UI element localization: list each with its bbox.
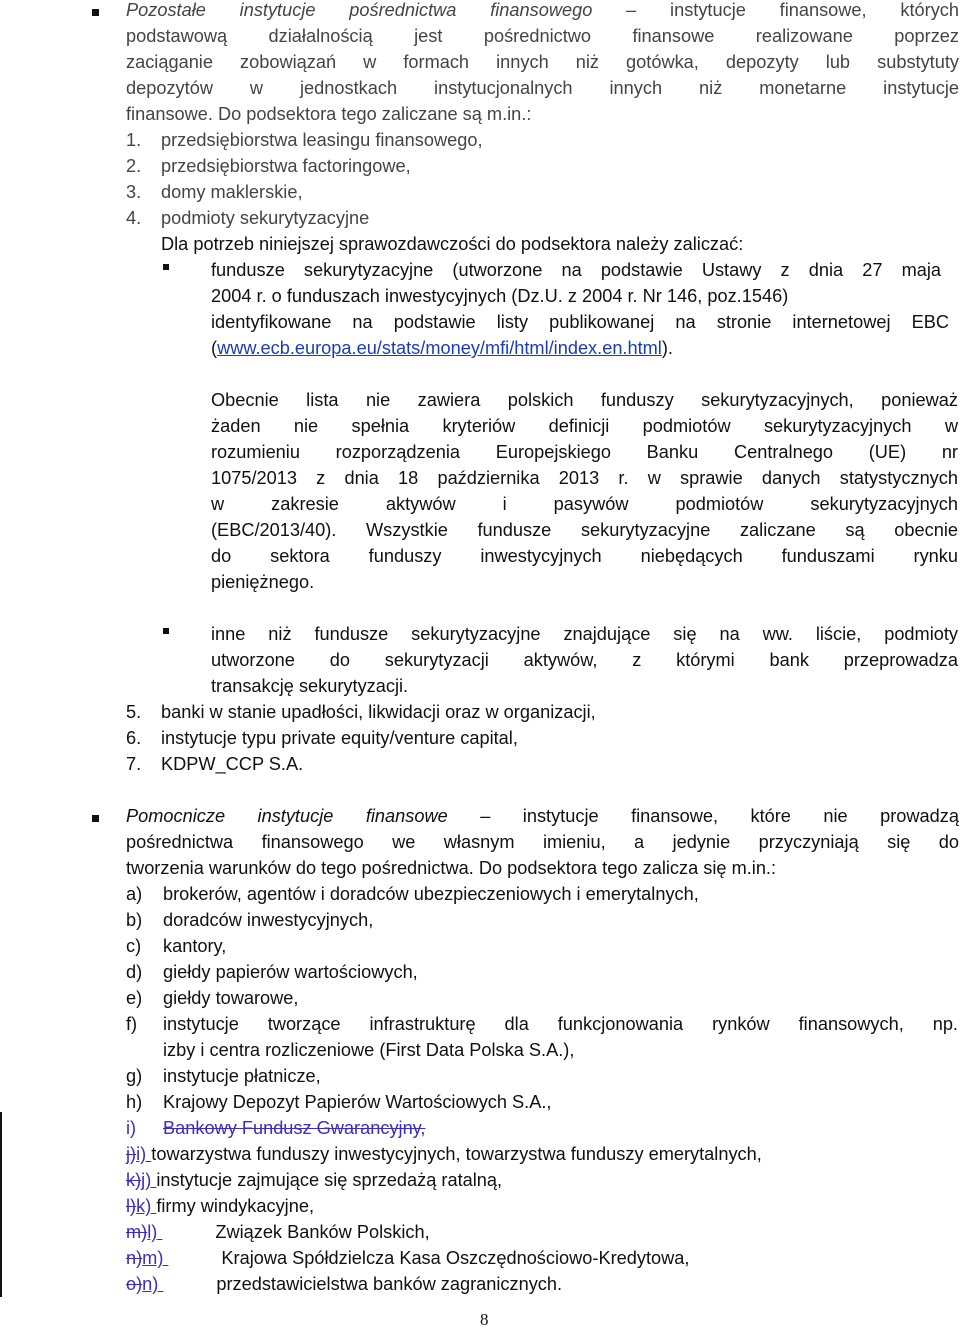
sec1-title: Pozostałe instytucje pośrednictwa finansowego bbox=[126, 0, 593, 20]
sub1-line-1: fundusze sekurytyzacyjne (utworzone na podstawie Ustawy z dnia 27 maja bbox=[211, 260, 941, 280]
sec2-line-3: tworzenia warunków do tego pośrednictwa. Do podsektora tego zalicza się m.in.: bbox=[126, 858, 777, 878]
obecnie-line-2: żaden nie spełnia kryteriów definicji podmiotów sekurytyzacyjnych w bbox=[211, 416, 958, 436]
sec1-line-3: zaciąganie zobowiązań w formach innych niż gotówka, depozyty lub substytuty bbox=[126, 52, 959, 72]
list-item-3: 3. domy maklerskie, bbox=[126, 182, 303, 202]
obecnie-line-4: 1075/2013 z dnia 18 października 2013 r. w sprawie danych statystycznych bbox=[211, 468, 958, 488]
bullet-square-icon bbox=[163, 264, 169, 270]
list-item-4: 4. podmioty sekurytyzacyjne bbox=[126, 208, 370, 228]
list-item-5: 5. banki w stanie upadłości, likwidacji oraz w organizacji, bbox=[126, 702, 596, 722]
sub1-line-4: (www.ecb.europa.eu/stats/money/mfi/html/index.en.html). bbox=[211, 338, 673, 358]
deleted-item-i: i) Bankowy Fundusz Gwarancyjny, bbox=[126, 1118, 426, 1138]
revised-item-l: m)l) Związek Banków Polskich, bbox=[126, 1222, 430, 1242]
revised-item-i: j)i) towarzystwa funduszy inwestycyjnych, towarzystwa funduszy emerytalnych, bbox=[126, 1144, 762, 1164]
sub2-line-2: utworzone do sekurytyzacji aktywów, z którymi bank przeprowadza bbox=[211, 650, 958, 670]
letter-item-h: h) Krajowy Depozyt Papierów Wartościowych S.A., bbox=[126, 1092, 552, 1112]
list-item-2: 2. przedsiębiorstwa factoringowe, bbox=[126, 156, 411, 176]
page-number: 8 bbox=[480, 1310, 489, 1329]
letter-item-g: g) instytucje płatnicze, bbox=[126, 1066, 321, 1086]
sec2-line-2: pośrednictwa finansowego we własnym imieniu, a jedynie przyczyniają się do bbox=[126, 832, 959, 852]
dla-potrzeb-text: Dla potrzeb niniejszej sprawozdawczości do podsektora należy zaliczać: bbox=[161, 234, 744, 254]
sub2-line-1: inne niż fundusze sekurytyzacyjne znajdujące się na ww. liście, podmioty bbox=[211, 624, 958, 644]
obecnie-line-7: do sektora funduszy inwestycyjnych niebędących funduszami rynku bbox=[211, 546, 958, 566]
revised-item-j: k)j) instytucje zajmujące się sprzedażą ratalną, bbox=[126, 1170, 503, 1190]
bullet-square-icon bbox=[92, 9, 99, 16]
letter-item-c: c) kantory, bbox=[126, 936, 227, 956]
sec1-line-4: depozytów w jednostkach instytucjonalnych innych niż monetarne instytucje bbox=[126, 78, 959, 98]
bullet-square-icon bbox=[163, 628, 169, 634]
letter-item-e: e) giełdy towarowe, bbox=[126, 988, 299, 1008]
letter-item-f: f) instytucje tworzące infrastrukturę dla funkcjonowania rynków finansowych, np. bbox=[126, 1014, 958, 1034]
sub1-line-3: identyfikowane na podstawie listy publikowanej na stronie internetowej EBC bbox=[211, 312, 949, 332]
list-item-1: 1. przedsiębiorstwa leasingu finansowego, bbox=[126, 130, 483, 150]
bullet-square-icon bbox=[92, 815, 99, 822]
obecnie-line-8: pieniężnego. bbox=[211, 572, 315, 592]
obecnie-line-1: Obecnie lista nie zawiera polskich funduszy sekurytyzacyjnych, ponieważ bbox=[211, 390, 958, 410]
obecnie-line-6: (EBC/2013/40). Wszystkie fundusze sekurytyzacyjne zaliczane są obecnie bbox=[211, 520, 958, 540]
letter-item-f-cont: izby i centra rozliczeniowe (First Data Polska S.A.), bbox=[163, 1040, 575, 1060]
sub2-line-3: transakcję sekurytyzacji. bbox=[211, 676, 409, 696]
change-bar bbox=[0, 1112, 2, 1297]
sub1-line-2: 2004 r. o funduszach inwestycyjnych (Dz.U. z 2004 r. Nr 146, poz.1546) bbox=[211, 286, 789, 306]
revised-item-k: l)k) firmy windykacyjne, bbox=[126, 1196, 314, 1216]
letter-item-a: a) brokerów, agentów i doradców ubezpieczeniowych i emerytalnych, bbox=[126, 884, 699, 904]
letter-item-b: b) doradców inwestycyjnych, bbox=[126, 910, 374, 930]
list-item-6: 6. instytucje typu private equity/venture capital, bbox=[126, 728, 518, 748]
obecnie-line-3: rozumieniu rozporządzenia Europejskiego Banku Centralnego (UE) nr bbox=[211, 442, 958, 462]
list-item-7: 7. KDPW_CCP S.A. bbox=[126, 754, 304, 774]
sec1-line-2: podstawową działalnością jest pośrednictwo finansowe realizowane poprzez bbox=[126, 26, 959, 46]
sec1-line-5: finansowe. Do podsektora tego zaliczane są m.in.: bbox=[126, 104, 532, 124]
sec2-line-1: Pomocnicze instytucje finansowe – instytucje finansowe, które nie prowadzą bbox=[126, 806, 959, 826]
revised-item-n: o)n) przedstawicielstwa banków zagranicznych. bbox=[126, 1274, 563, 1294]
ecb-link[interactable]: www.ecb.europa.eu/stats/money/mfi/html/index.en.html bbox=[217, 338, 662, 358]
sec2-title: Pomocnicze instytucje finansowe bbox=[126, 806, 448, 826]
obecnie-line-5: w zakresie aktywów i pasywów podmiotów sekurytyzacyjnych bbox=[211, 494, 958, 514]
revised-item-m: n)m) Krajowa Spółdzielcza Kasa Oszczędnościowo-Kredytowa, bbox=[126, 1248, 690, 1268]
sec1-line-1: Pozostałe instytucje pośrednictwa finansowego – instytucje finansowe, których bbox=[126, 0, 959, 20]
letter-item-d: d) giełdy papierów wartościowych, bbox=[126, 962, 418, 982]
